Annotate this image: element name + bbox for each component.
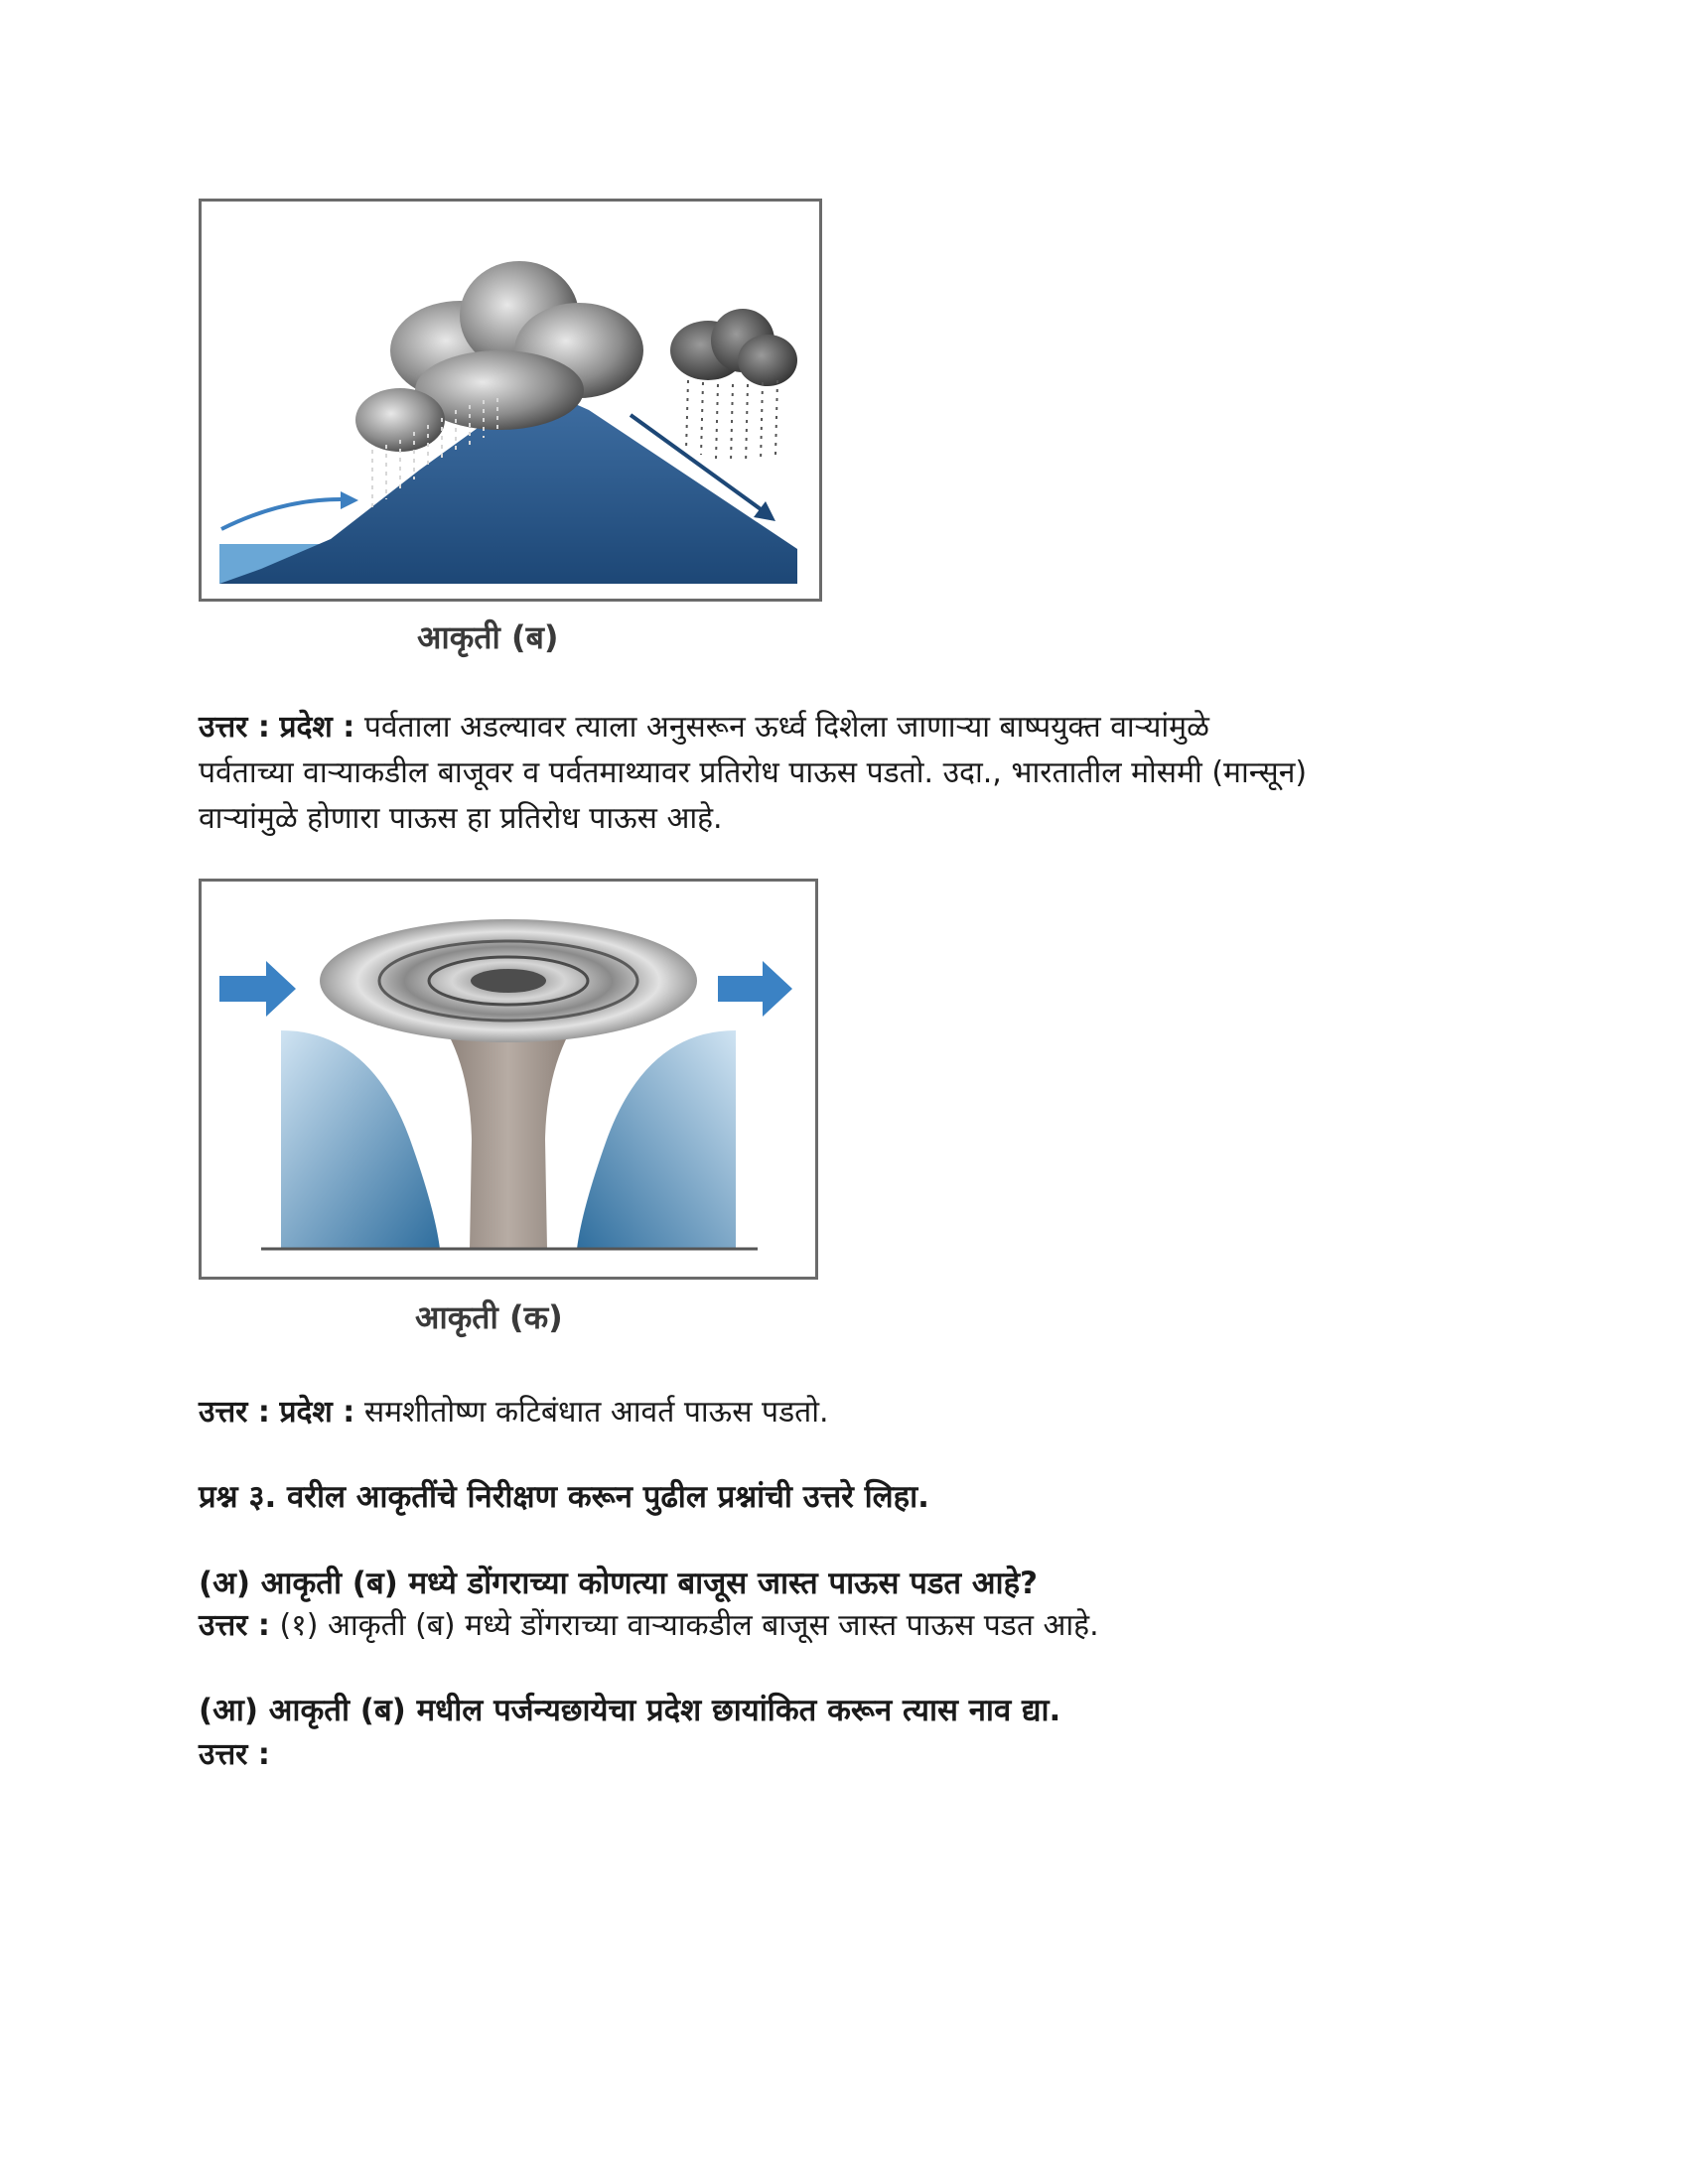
region-label: प्रदेश : — [279, 710, 355, 745]
figure-cyclonic-rain — [199, 879, 818, 1280]
answer-b-line1: पर्वताला अडल्यावर त्याला अनुसरून ऊर्ध्व दिशेला जाणाऱ्या बाष्पयुक्त वाऱ्यांमुळे — [363, 710, 1209, 745]
answer-label: उत्तर : — [199, 1395, 270, 1430]
leeward-cloud — [670, 309, 797, 386]
answer-label: उत्तर : — [199, 710, 270, 745]
figure-orographic-rain — [199, 199, 822, 602]
arrow-out — [718, 961, 792, 1017]
answer-c — [199, 1390, 1509, 1435]
answer-c-text: समशीतोष्ण कटिबंधात आवर्त पाऊस पडतो. — [363, 1395, 829, 1430]
answer-label: उत्तर : — [199, 1608, 270, 1643]
orographic-rain-illustration — [202, 202, 819, 599]
right-air-mass — [577, 1030, 736, 1249]
question-3: प्रश्न ३. वरील आकृतींचे निरीक्षण करून पुढील प्रश्नांची उत्तरे लिहा. — [199, 1479, 929, 1515]
sub-answer-aa — [199, 1732, 1509, 1778]
answer-label: उत्तर : — [199, 1737, 270, 1772]
sub-answer-a-text: (१) आकृती (ब) मध्ये डोंगराच्या वाऱ्याकडील बाजूस जास्त पाऊस पडत आहे. — [279, 1608, 1099, 1643]
arrow-in — [219, 961, 296, 1017]
answer-b-line2: पर्वताच्या वाऱ्याकडील बाजूवर व पर्वतमाथ्यावर प्रतिरोध पाऊस पडतो. उदा., भारतातील मोसमी (मान्सून) — [199, 755, 1308, 790]
leeward-rain — [686, 380, 777, 465]
wind-arrow-in — [221, 499, 341, 529]
left-air-mass — [281, 1030, 440, 1249]
figure-c-caption: आकृती (क) — [415, 1298, 563, 1336]
cyclonic-rain-illustration — [202, 882, 815, 1277]
sub-question-a: (अ) आकृती (ब) मध्ये डोंगराच्या कोणत्या बाजूस जास्त पाऊस पडत आहे? — [199, 1566, 1039, 1601]
sub-question-aa: (आ) आकृती (ब) मधील पर्जन्यछायेचा प्रदेश छायांकित करून त्यास नाव द्या. — [199, 1693, 1061, 1728]
answer-b-line3: वाऱ्यांमुळे होणारा पाऊस हा प्रतिरोध पाऊस आहे. — [199, 801, 723, 836]
answer-b — [199, 705, 1509, 842]
figure-b-caption: आकृती (ब) — [417, 618, 559, 656]
region-label: प्रदेश : — [279, 1395, 355, 1430]
sub-answer-a — [199, 1603, 1509, 1649]
